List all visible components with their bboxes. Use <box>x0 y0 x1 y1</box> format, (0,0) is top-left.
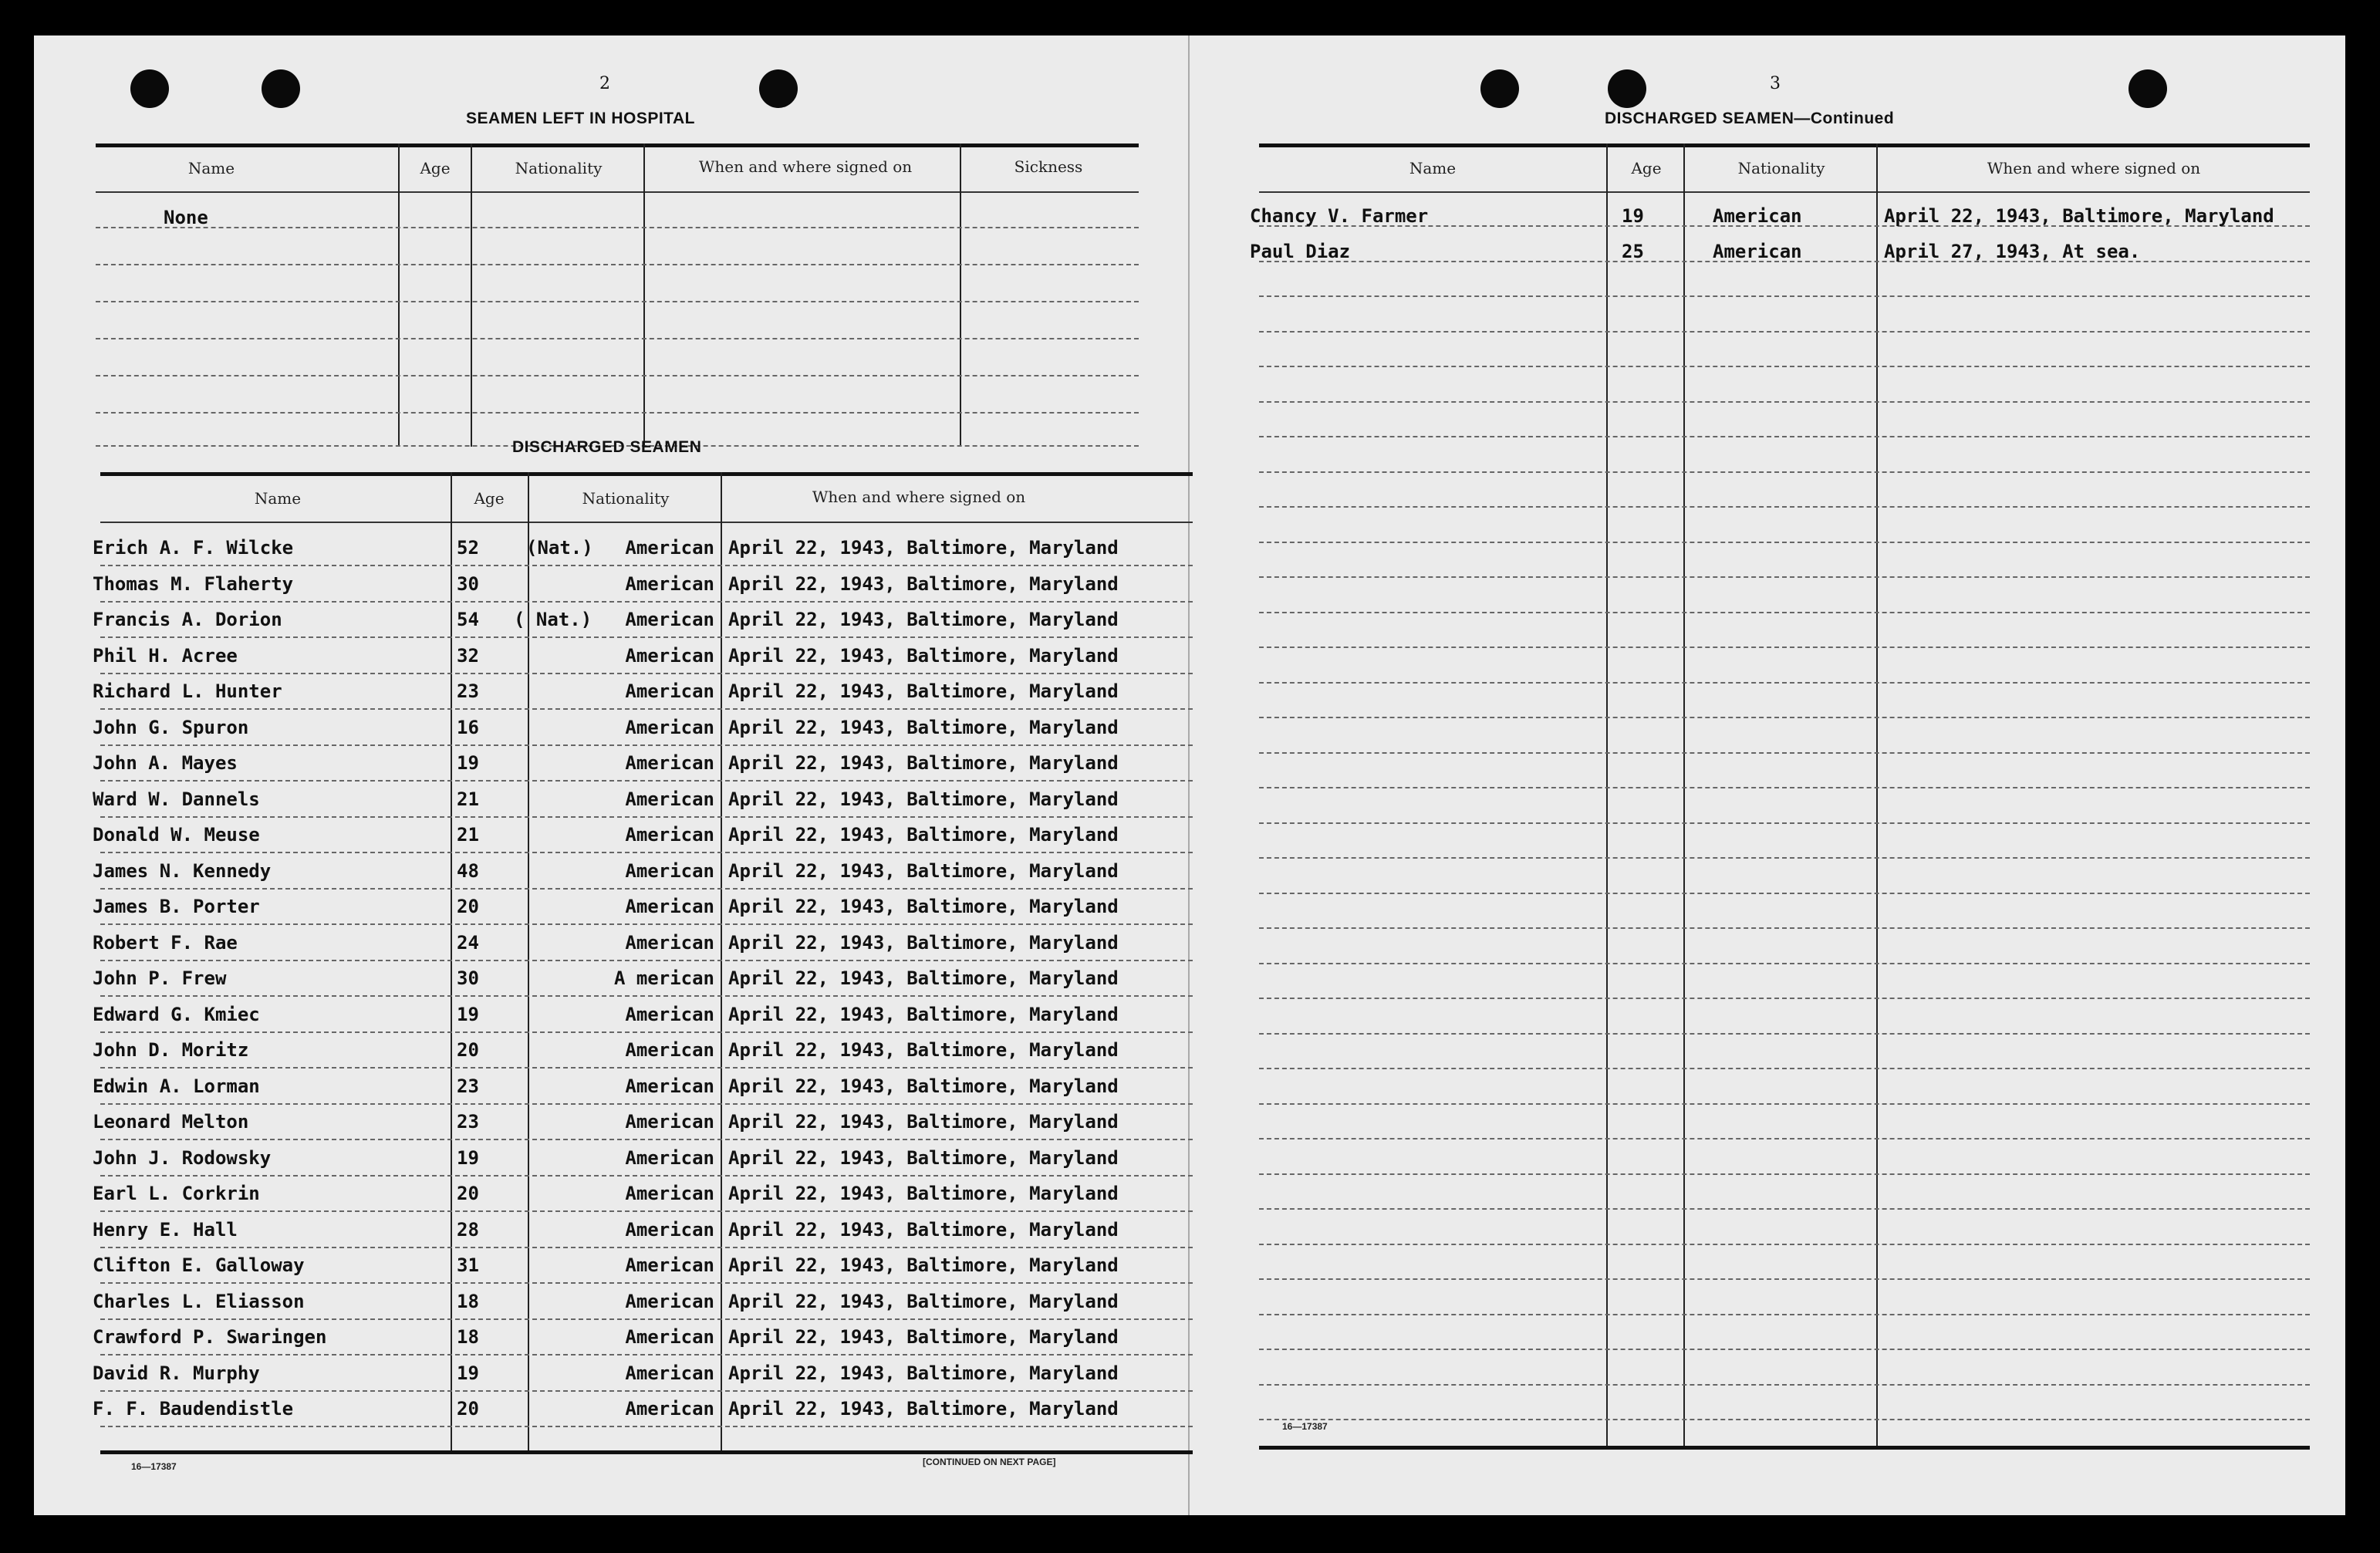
seaman-signed-on: April 27, 1943, At sea. <box>1884 241 2141 262</box>
table-row-rule <box>1259 542 2310 543</box>
punch-hole <box>1608 69 1646 108</box>
seaman-signed-on: April 22, 1943, Baltimore, Maryland <box>728 680 1119 702</box>
seaman-name: Edward G. Kmiec <box>93 1004 260 1025</box>
punch-hole <box>2128 69 2167 108</box>
seaman-signed-on: April 22, 1943, Baltimore, Maryland <box>728 717 1119 738</box>
seaman-age: 23 <box>457 1111 479 1133</box>
discharged-col-divider <box>721 472 722 1452</box>
page-divider <box>1188 35 1190 1515</box>
seaman-name: Erich A. F. Wilcke <box>93 537 294 559</box>
seaman-signed-on: April 22, 1943, Baltimore, Maryland <box>728 1291 1119 1312</box>
seaman-age: 52 <box>457 537 479 559</box>
table-row-rule <box>1259 1208 2310 1210</box>
seaman-age: 16 <box>457 717 479 738</box>
hospital-row-rule <box>96 375 1139 376</box>
seaman-nationality: American <box>625 573 714 595</box>
table-row-rule <box>1259 1068 2310 1069</box>
table-row-rule <box>1259 927 2310 929</box>
seaman-nationality: American <box>625 1398 714 1420</box>
table-row-rule <box>100 995 1193 997</box>
seaman-nationality: American <box>625 1075 714 1097</box>
seaman-age: 18 <box>457 1326 479 1348</box>
seaman-nationality: American <box>625 680 714 702</box>
seaman-name: Ward W. Dannels <box>93 788 260 810</box>
discharged-table-top-rule <box>100 472 1193 476</box>
table-row-rule <box>100 852 1193 853</box>
hospital-header-rule <box>96 191 1139 193</box>
table-row-rule <box>1259 1173 2310 1175</box>
seaman-nationality: American <box>625 1291 714 1312</box>
seaman-nationality: American <box>1713 241 1802 262</box>
hospital-col-divider <box>471 143 472 447</box>
table-row-rule <box>1259 1033 2310 1035</box>
seaman-age: 20 <box>457 1039 479 1061</box>
seaman-name: Robert F. Rae <box>93 932 238 954</box>
right-col-signed: When and where signed on <box>1987 159 2201 177</box>
table-row-rule <box>1259 331 2310 333</box>
seaman-age: 18 <box>457 1291 479 1312</box>
table-row-rule <box>100 565 1193 566</box>
punch-hole <box>1480 69 1519 108</box>
seaman-signed-on: April 22, 1943, Baltimore, Maryland <box>728 1183 1119 1204</box>
table-row-rule <box>100 1354 1193 1355</box>
seaman-age: 54 <box>457 609 479 630</box>
right-table-bottom-rule <box>1259 1446 2310 1450</box>
table-row-rule <box>1259 998 2310 999</box>
seaman-signed-on: April 22, 1943, Baltimore, Maryland <box>728 1219 1119 1241</box>
hospital-col-name: Name <box>187 159 235 177</box>
seaman-nationality: American <box>625 1111 714 1133</box>
table-row-rule <box>100 708 1193 710</box>
table-row-rule <box>100 780 1193 782</box>
table-row-rule <box>1259 963 2310 964</box>
seaman-name: Henry E. Hall <box>93 1219 238 1241</box>
seaman-signed-on: April 22, 1943, Baltimore, Maryland <box>728 788 1119 810</box>
seaman-age: 19 <box>1622 205 1644 227</box>
table-row-rule <box>1259 506 2310 508</box>
table-row-rule <box>100 636 1193 638</box>
table-row-rule <box>100 1390 1193 1392</box>
hospital-none-entry: None <box>164 207 208 228</box>
seaman-name: Phil H. Acree <box>93 645 238 667</box>
seaman-nationality: American <box>625 1219 714 1241</box>
seaman-age: 21 <box>457 788 479 810</box>
hospital-row-rule <box>96 264 1139 265</box>
seaman-nationality: American <box>625 752 714 774</box>
form-number-left: 16—17387 <box>131 1461 177 1472</box>
seaman-nationality: American <box>625 1147 714 1169</box>
seaman-name: Francis A. Dorion <box>93 609 282 630</box>
seaman-age: 20 <box>457 896 479 917</box>
seaman-name: John P. Frew <box>93 967 227 989</box>
table-row-rule <box>100 1103 1193 1105</box>
seaman-name: Thomas M. Flaherty <box>93 573 294 595</box>
seaman-nationality: A merican <box>613 967 714 989</box>
right-table-top-rule <box>1259 143 2310 147</box>
seaman-name: Clifton E. Galloway <box>93 1254 305 1276</box>
right-header-rule <box>1259 191 2310 193</box>
discharged-header-rule <box>100 522 1193 523</box>
seaman-nationality: American <box>625 896 714 917</box>
hospital-row-rule <box>96 412 1139 414</box>
seaman-nationality: American <box>625 1254 714 1276</box>
hospital-col-divider <box>398 143 400 447</box>
table-row-rule <box>100 923 1193 925</box>
seaman-nationality: American <box>625 1039 714 1061</box>
seaman-signed-on: April 22, 1943, Baltimore, Maryland <box>728 1004 1119 1025</box>
seaman-signed-on: April 22, 1943, Baltimore, Maryland <box>728 1075 1119 1097</box>
seaman-signed-on: April 22, 1943, Baltimore, Maryland <box>728 537 1119 559</box>
table-row-rule <box>1259 366 2310 367</box>
seaman-age: 24 <box>457 932 479 954</box>
seaman-name: John G. Spuron <box>93 717 249 738</box>
seaman-name: Leonard Melton <box>93 1111 249 1133</box>
seaman-name: Charles L. Eliasson <box>93 1291 305 1312</box>
seaman-name: Paul Diaz <box>1250 241 1351 262</box>
seaman-signed-on: April 22, 1943, Baltimore, Maryland <box>728 967 1119 989</box>
discharged-table-bottom-rule <box>100 1450 1193 1454</box>
table-row-rule <box>100 1067 1193 1069</box>
seaman-name: James N. Kennedy <box>93 860 272 882</box>
table-row-rule <box>100 744 1193 746</box>
hospital-col-age: Age <box>420 159 451 177</box>
punch-hole <box>262 69 300 108</box>
right-col-divider <box>1683 143 1685 1447</box>
seaman-name: James B. Porter <box>93 896 260 917</box>
table-row-rule <box>1259 295 2310 297</box>
table-row-rule <box>1259 682 2310 684</box>
table-row-rule <box>100 1247 1193 1248</box>
hospital-table-top-rule <box>96 143 1139 147</box>
table-row-rule <box>1259 822 2310 824</box>
seaman-signed-on: April 22, 1943, Baltimore, Maryland <box>728 1039 1119 1061</box>
discharged-title: DISCHARGED SEAMEN <box>512 438 702 456</box>
hospital-row-rule <box>96 338 1139 339</box>
seaman-age: 21 <box>457 824 479 846</box>
seaman-signed-on: April 22, 1943, Baltimore, Maryland <box>728 860 1119 882</box>
seaman-signed-on: April 22, 1943, Baltimore, Maryland <box>728 824 1119 846</box>
table-row-rule <box>1259 787 2310 788</box>
table-row-rule <box>1259 401 2310 403</box>
seaman-name: Chancy V. Farmer <box>1250 205 1429 227</box>
right-col-nationality: Nationality <box>1737 159 1825 177</box>
discharged-col-nationality: Nationality <box>582 489 670 508</box>
seaman-age: 30 <box>457 573 479 595</box>
seaman-nationality: American <box>1713 205 1802 227</box>
table-row-rule <box>100 1139 1193 1140</box>
seaman-nationality: American <box>625 824 714 846</box>
table-row-rule <box>1259 1349 2310 1350</box>
seaman-name: John A. Mayes <box>93 752 238 774</box>
seaman-signed-on: April 22, 1943, Baltimore, Maryland <box>728 932 1119 954</box>
seaman-age: 48 <box>457 860 479 882</box>
table-row-rule <box>100 1175 1193 1177</box>
seaman-name: David R. Murphy <box>93 1362 260 1384</box>
seaman-name: Richard L. Hunter <box>93 680 282 702</box>
hospital-title: SEAMEN LEFT IN HOSPITAL <box>466 110 695 127</box>
seaman-nationality: American <box>625 788 714 810</box>
seaman-nationality: American <box>625 1183 714 1204</box>
table-row-rule <box>1259 1138 2310 1139</box>
seaman-name: John D. Moritz <box>93 1039 249 1061</box>
seaman-name: John J. Rodowsky <box>93 1147 272 1169</box>
seaman-name: Donald W. Meuse <box>93 824 260 846</box>
seaman-name: Earl L. Corkrin <box>93 1183 260 1204</box>
table-row-rule <box>1259 612 2310 613</box>
right-col-name: Name <box>1409 159 1457 177</box>
seaman-age: 31 <box>457 1254 479 1276</box>
table-row-rule <box>1259 752 2310 754</box>
discharged-col-name: Name <box>254 489 302 508</box>
table-row-rule <box>100 1318 1193 1320</box>
seaman-signed-on: April 22, 1943, Baltimore, Maryland <box>728 1147 1119 1169</box>
seaman-age: 23 <box>457 1075 479 1097</box>
seaman-name: Edwin A. Lorman <box>93 1075 260 1097</box>
seaman-age: 19 <box>457 1147 479 1169</box>
seaman-age: 32 <box>457 645 479 667</box>
seaman-age: 25 <box>1622 241 1644 262</box>
table-row-rule <box>100 960 1193 961</box>
table-row-rule <box>1259 1314 2310 1315</box>
seaman-age: 28 <box>457 1219 479 1241</box>
discharged-col-signed: When and where signed on <box>812 488 1026 506</box>
seaman-signed-on: April 22, 1943, Baltimore, Maryland <box>728 1326 1119 1348</box>
document-sheet <box>34 35 2345 1515</box>
seaman-name: Crawford P. Swaringen <box>93 1326 327 1348</box>
seaman-signed-on: April 22, 1943, Baltimore, Maryland <box>728 1398 1119 1420</box>
naturalized-note: (Nat.) <box>526 537 593 559</box>
seaman-signed-on: April 22, 1943, Baltimore, Maryland <box>1884 205 2274 227</box>
seaman-signed-on: April 22, 1943, Baltimore, Maryland <box>728 645 1119 667</box>
seaman-nationality: American <box>625 609 714 630</box>
seaman-nationality: American <box>625 932 714 954</box>
table-row-rule <box>100 1210 1193 1212</box>
seaman-age: 23 <box>457 680 479 702</box>
discharged-col-divider <box>451 472 452 1452</box>
table-row-rule <box>1259 1103 2310 1105</box>
page-number-right: 3 <box>1770 74 1781 93</box>
table-row-rule <box>100 1031 1193 1033</box>
table-row-rule <box>1259 1384 2310 1386</box>
table-row-rule <box>100 1426 1193 1427</box>
table-row-rule <box>1259 647 2310 648</box>
seaman-signed-on: April 22, 1943, Baltimore, Maryland <box>728 1362 1119 1384</box>
punch-hole <box>759 69 798 108</box>
seaman-age: 19 <box>457 1004 479 1025</box>
seaman-signed-on: April 22, 1943, Baltimore, Maryland <box>728 609 1119 630</box>
hospital-col-divider <box>960 143 961 447</box>
seaman-nationality: American <box>625 860 714 882</box>
table-row-rule <box>100 816 1193 818</box>
seaman-nationality: American <box>625 1362 714 1384</box>
table-row-rule <box>1259 1244 2310 1245</box>
right-col-age: Age <box>1631 159 1662 177</box>
punch-hole <box>130 69 169 108</box>
table-row-rule <box>1259 857 2310 859</box>
seaman-signed-on: April 22, 1943, Baltimore, Maryland <box>728 752 1119 774</box>
seaman-age: 20 <box>457 1183 479 1204</box>
table-row-rule <box>1259 436 2310 437</box>
form-number-right: 16—17387 <box>1282 1421 1328 1432</box>
seaman-signed-on: April 22, 1943, Baltimore, Maryland <box>728 1254 1119 1276</box>
hospital-col-sickness: Sickness <box>1014 157 1083 176</box>
seaman-nationality: American <box>625 1326 714 1348</box>
right-col-divider <box>1876 143 1878 1447</box>
table-row-rule <box>1259 893 2310 894</box>
table-row-rule <box>100 673 1193 674</box>
naturalized-note: ( Nat.) <box>514 609 592 630</box>
hospital-col-divider <box>643 143 645 447</box>
right-col-divider <box>1606 143 1608 1447</box>
seaman-nationality: American <box>625 717 714 738</box>
seaman-nationality: American <box>625 1004 714 1025</box>
continued-note: [CONTINUED ON NEXT PAGE] <box>923 1457 1056 1467</box>
hospital-col-signed: When and where signed on <box>698 157 913 176</box>
seaman-signed-on: April 22, 1943, Baltimore, Maryland <box>728 573 1119 595</box>
table-row-rule <box>1259 1278 2310 1280</box>
discharged-continued-title: DISCHARGED SEAMEN—Continued <box>1605 110 1895 127</box>
seaman-age: 20 <box>457 1398 479 1420</box>
seaman-age: 19 <box>457 752 479 774</box>
page-number-left: 2 <box>599 74 610 93</box>
seaman-signed-on: April 22, 1943, Baltimore, Maryland <box>728 896 1119 917</box>
hospital-row-rule <box>96 227 1139 228</box>
table-row-rule <box>1259 1419 2310 1420</box>
hospital-row-rule <box>96 301 1139 302</box>
seaman-signed-on: April 22, 1943, Baltimore, Maryland <box>728 1111 1119 1133</box>
seaman-name: F. F. Baudendistle <box>93 1398 294 1420</box>
seaman-age: 30 <box>457 967 479 989</box>
discharged-col-age: Age <box>474 489 505 508</box>
table-row-rule <box>1259 576 2310 578</box>
table-row-rule <box>1259 717 2310 718</box>
hospital-col-nationality: Nationality <box>515 159 603 177</box>
table-row-rule <box>100 601 1193 603</box>
seaman-nationality: American <box>625 537 714 559</box>
seaman-nationality: American <box>625 645 714 667</box>
table-row-rule <box>100 888 1193 890</box>
table-row-rule <box>1259 471 2310 473</box>
table-row-rule <box>100 1282 1193 1284</box>
seaman-age: 19 <box>457 1362 479 1384</box>
